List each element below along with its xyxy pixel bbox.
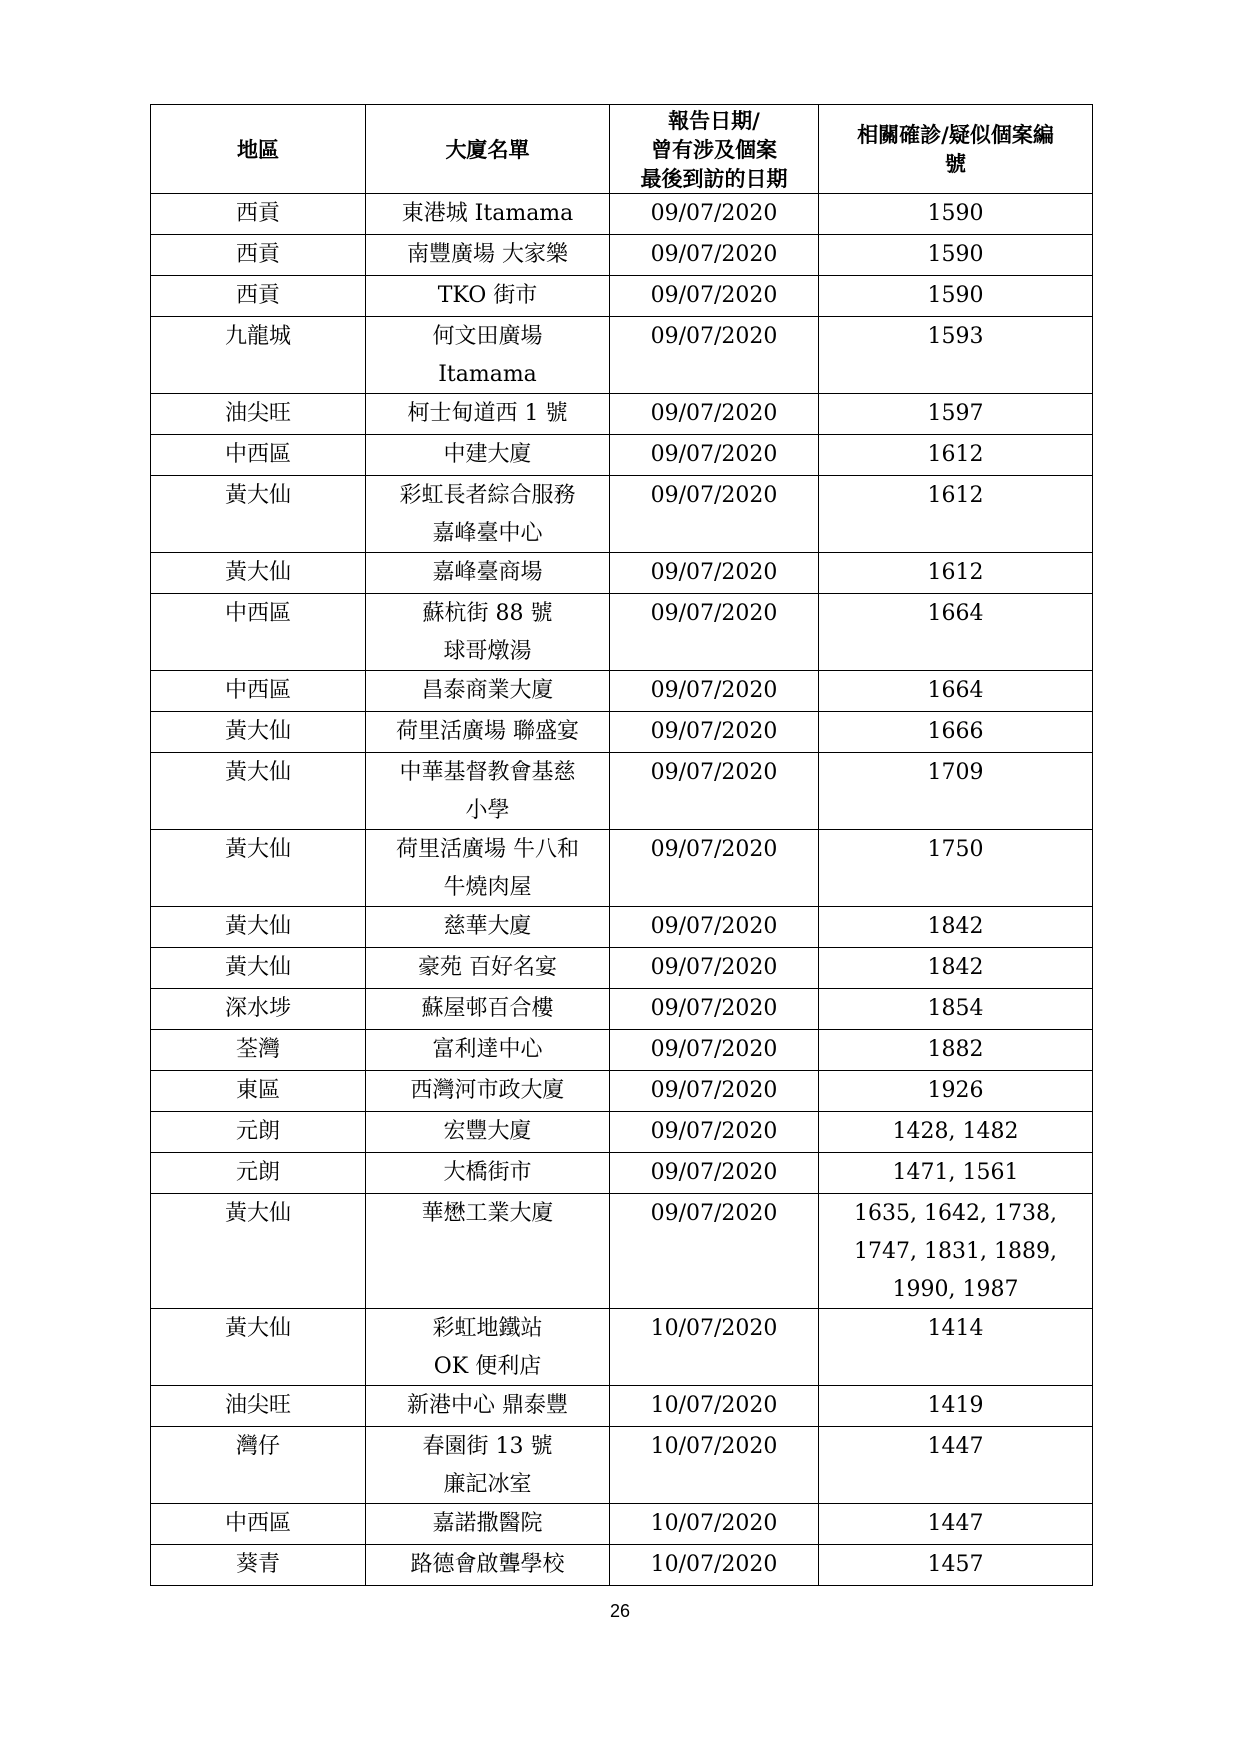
table-row xyxy=(151,712,1093,753)
building-cell: 新港中心 鼎泰豐 xyxy=(366,1386,610,1427)
building-cell: 嘉諾撒醫院 xyxy=(366,1504,610,1545)
header-date: 報告日期/ 曾有涉及個案 最後到訪的日期 xyxy=(610,105,819,194)
district-cell: 西貢 xyxy=(151,194,366,235)
building-cell: 荷里活廣場 牛八和 牛燒肉屋 xyxy=(366,830,610,907)
header-row xyxy=(151,105,1093,194)
table-row xyxy=(151,394,1093,435)
building-cell: 中華基督教會基慈 小學 xyxy=(366,753,610,830)
table-row xyxy=(151,476,1093,553)
table-row xyxy=(151,1194,1093,1309)
district-cell: 黃大仙 xyxy=(151,553,366,594)
table-row xyxy=(151,671,1093,712)
district-cell: 中西區 xyxy=(151,671,366,712)
table-row xyxy=(151,753,1093,830)
table-row xyxy=(151,830,1093,907)
case-numbers-cell: 1664 xyxy=(819,671,1093,712)
district-cell: 黃大仙 xyxy=(151,1309,366,1386)
district-cell: 油尖旺 xyxy=(151,394,366,435)
case-numbers-cell: 1664 xyxy=(819,594,1093,671)
table-row xyxy=(151,1504,1093,1545)
table-row xyxy=(151,948,1093,989)
district-cell: 黃大仙 xyxy=(151,712,366,753)
case-numbers-cell: 1709 xyxy=(819,753,1093,830)
district-cell: 黃大仙 xyxy=(151,1194,366,1309)
case-numbers-cell: 1635, 1642, 1738, 1747, 1831, 1889, 1990, 1987 xyxy=(819,1194,1093,1309)
header-district: 地區 xyxy=(151,105,366,194)
case-numbers-cell: 1750 xyxy=(819,830,1093,907)
district-cell: 九龍城 xyxy=(151,317,366,394)
district-cell: 灣仔 xyxy=(151,1427,366,1504)
date-cell: 09/07/2020 xyxy=(610,830,819,907)
building-cell: 豪苑 百好名宴 xyxy=(366,948,610,989)
date-cell: 09/07/2020 xyxy=(610,907,819,948)
table-row xyxy=(151,317,1093,394)
district-cell: 中西區 xyxy=(151,435,366,476)
date-cell: 09/07/2020 xyxy=(610,235,819,276)
district-cell: 黃大仙 xyxy=(151,753,366,830)
case-numbers-cell: 1590 xyxy=(819,194,1093,235)
buildings-table xyxy=(150,104,1093,1586)
case-numbers-cell: 1457 xyxy=(819,1545,1093,1586)
date-cell: 10/07/2020 xyxy=(610,1427,819,1504)
table-row xyxy=(151,1153,1093,1194)
case-numbers-cell: 1612 xyxy=(819,476,1093,553)
case-numbers-cell: 1419 xyxy=(819,1386,1093,1427)
case-numbers-cell: 1593 xyxy=(819,317,1093,394)
building-cell: 柯士甸道西 1 號 xyxy=(366,394,610,435)
district-cell: 元朗 xyxy=(151,1153,366,1194)
district-cell: 黃大仙 xyxy=(151,907,366,948)
case-numbers-cell: 1414 xyxy=(819,1309,1093,1386)
table-row xyxy=(151,1427,1093,1504)
case-numbers-cell: 1882 xyxy=(819,1030,1093,1071)
table-row xyxy=(151,235,1093,276)
date-cell: 09/07/2020 xyxy=(610,712,819,753)
district-cell: 葵青 xyxy=(151,1545,366,1586)
building-cell: 嘉峰臺商場 xyxy=(366,553,610,594)
case-numbers-cell: 1842 xyxy=(819,948,1093,989)
date-cell: 09/07/2020 xyxy=(610,194,819,235)
building-cell: 彩虹長者綜合服務 嘉峰臺中心 xyxy=(366,476,610,553)
date-cell: 09/07/2020 xyxy=(610,1194,819,1309)
case-numbers-cell: 1471, 1561 xyxy=(819,1153,1093,1194)
case-numbers-cell: 1666 xyxy=(819,712,1093,753)
date-cell: 09/07/2020 xyxy=(610,1030,819,1071)
district-cell: 中西區 xyxy=(151,594,366,671)
building-cell: 華懋工業大廈 xyxy=(366,1194,610,1309)
building-cell: 南豐廣場 大家樂 xyxy=(366,235,610,276)
building-cell: 慈華大廈 xyxy=(366,907,610,948)
district-cell: 深水埗 xyxy=(151,989,366,1030)
building-cell: 中建大廈 xyxy=(366,435,610,476)
table-row xyxy=(151,594,1093,671)
case-numbers-cell: 1590 xyxy=(819,276,1093,317)
building-cell: 昌泰商業大廈 xyxy=(366,671,610,712)
building-cell: 大橋街市 xyxy=(366,1153,610,1194)
building-cell: 彩虹地鐵站 OK 便利店 xyxy=(366,1309,610,1386)
building-cell: 何文田廣場 Itamama xyxy=(366,317,610,394)
table-row xyxy=(151,1545,1093,1586)
case-numbers-cell: 1612 xyxy=(819,553,1093,594)
building-cell: 宏豐大廈 xyxy=(366,1112,610,1153)
building-cell: 富利達中心 xyxy=(366,1030,610,1071)
district-cell: 黃大仙 xyxy=(151,476,366,553)
district-cell: 東區 xyxy=(151,1071,366,1112)
date-cell: 09/07/2020 xyxy=(610,276,819,317)
table-row xyxy=(151,435,1093,476)
date-cell: 09/07/2020 xyxy=(610,989,819,1030)
case-numbers-cell: 1842 xyxy=(819,907,1093,948)
district-cell: 黃大仙 xyxy=(151,948,366,989)
table-row xyxy=(151,1112,1093,1153)
case-numbers-cell: 1447 xyxy=(819,1427,1093,1504)
page-number: 26 xyxy=(609,1601,631,1621)
case-numbers-cell: 1447 xyxy=(819,1504,1093,1545)
table-body xyxy=(151,194,1093,1586)
table-row xyxy=(151,276,1093,317)
table-row xyxy=(151,194,1093,235)
case-numbers-cell: 1590 xyxy=(819,235,1093,276)
date-cell: 09/07/2020 xyxy=(610,753,819,830)
date-cell: 09/07/2020 xyxy=(610,1112,819,1153)
table-row xyxy=(151,1030,1093,1071)
district-cell: 西貢 xyxy=(151,276,366,317)
date-cell: 10/07/2020 xyxy=(610,1504,819,1545)
date-cell: 10/07/2020 xyxy=(610,1386,819,1427)
date-cell: 09/07/2020 xyxy=(610,317,819,394)
date-cell: 09/07/2020 xyxy=(610,435,819,476)
date-cell: 09/07/2020 xyxy=(610,948,819,989)
district-cell: 中西區 xyxy=(151,1504,366,1545)
header-case-numbers: 相關確診/疑似個案編 號 xyxy=(819,105,1093,194)
table-row xyxy=(151,553,1093,594)
district-cell: 元朗 xyxy=(151,1112,366,1153)
case-numbers-cell: 1597 xyxy=(819,394,1093,435)
header-building: 大廈名單 xyxy=(366,105,610,194)
case-numbers-cell: 1612 xyxy=(819,435,1093,476)
table-header xyxy=(151,105,1093,194)
date-cell: 09/07/2020 xyxy=(610,1153,819,1194)
date-cell: 09/07/2020 xyxy=(610,553,819,594)
building-cell: 東港城 Itamama xyxy=(366,194,610,235)
table-row xyxy=(151,1386,1093,1427)
table-row xyxy=(151,907,1093,948)
table-row xyxy=(151,1071,1093,1112)
date-cell: 09/07/2020 xyxy=(610,1071,819,1112)
table-row xyxy=(151,1309,1093,1386)
building-cell: 春園街 13 號 廉記冰室 xyxy=(366,1427,610,1504)
case-numbers-cell: 1428, 1482 xyxy=(819,1112,1093,1153)
table-row xyxy=(151,989,1093,1030)
case-numbers-cell: 1926 xyxy=(819,1071,1093,1112)
building-cell: 荷里活廣場 聯盛宴 xyxy=(366,712,610,753)
district-cell: 黃大仙 xyxy=(151,830,366,907)
building-cell: 蘇杭街 88 號 球哥燉湯 xyxy=(366,594,610,671)
date-cell: 10/07/2020 xyxy=(610,1545,819,1586)
district-cell: 油尖旺 xyxy=(151,1386,366,1427)
date-cell: 09/07/2020 xyxy=(610,394,819,435)
date-cell: 09/07/2020 xyxy=(610,671,819,712)
date-cell: 09/07/2020 xyxy=(610,594,819,671)
building-cell: TKO 街市 xyxy=(366,276,610,317)
building-cell: 蘇屋邨百合樓 xyxy=(366,989,610,1030)
district-cell: 荃灣 xyxy=(151,1030,366,1071)
building-cell: 路德會啟聾學校 xyxy=(366,1545,610,1586)
date-cell: 10/07/2020 xyxy=(610,1309,819,1386)
district-cell: 西貢 xyxy=(151,235,366,276)
date-cell: 09/07/2020 xyxy=(610,476,819,553)
case-numbers-cell: 1854 xyxy=(819,989,1093,1030)
building-cell: 西灣河市政大廈 xyxy=(366,1071,610,1112)
